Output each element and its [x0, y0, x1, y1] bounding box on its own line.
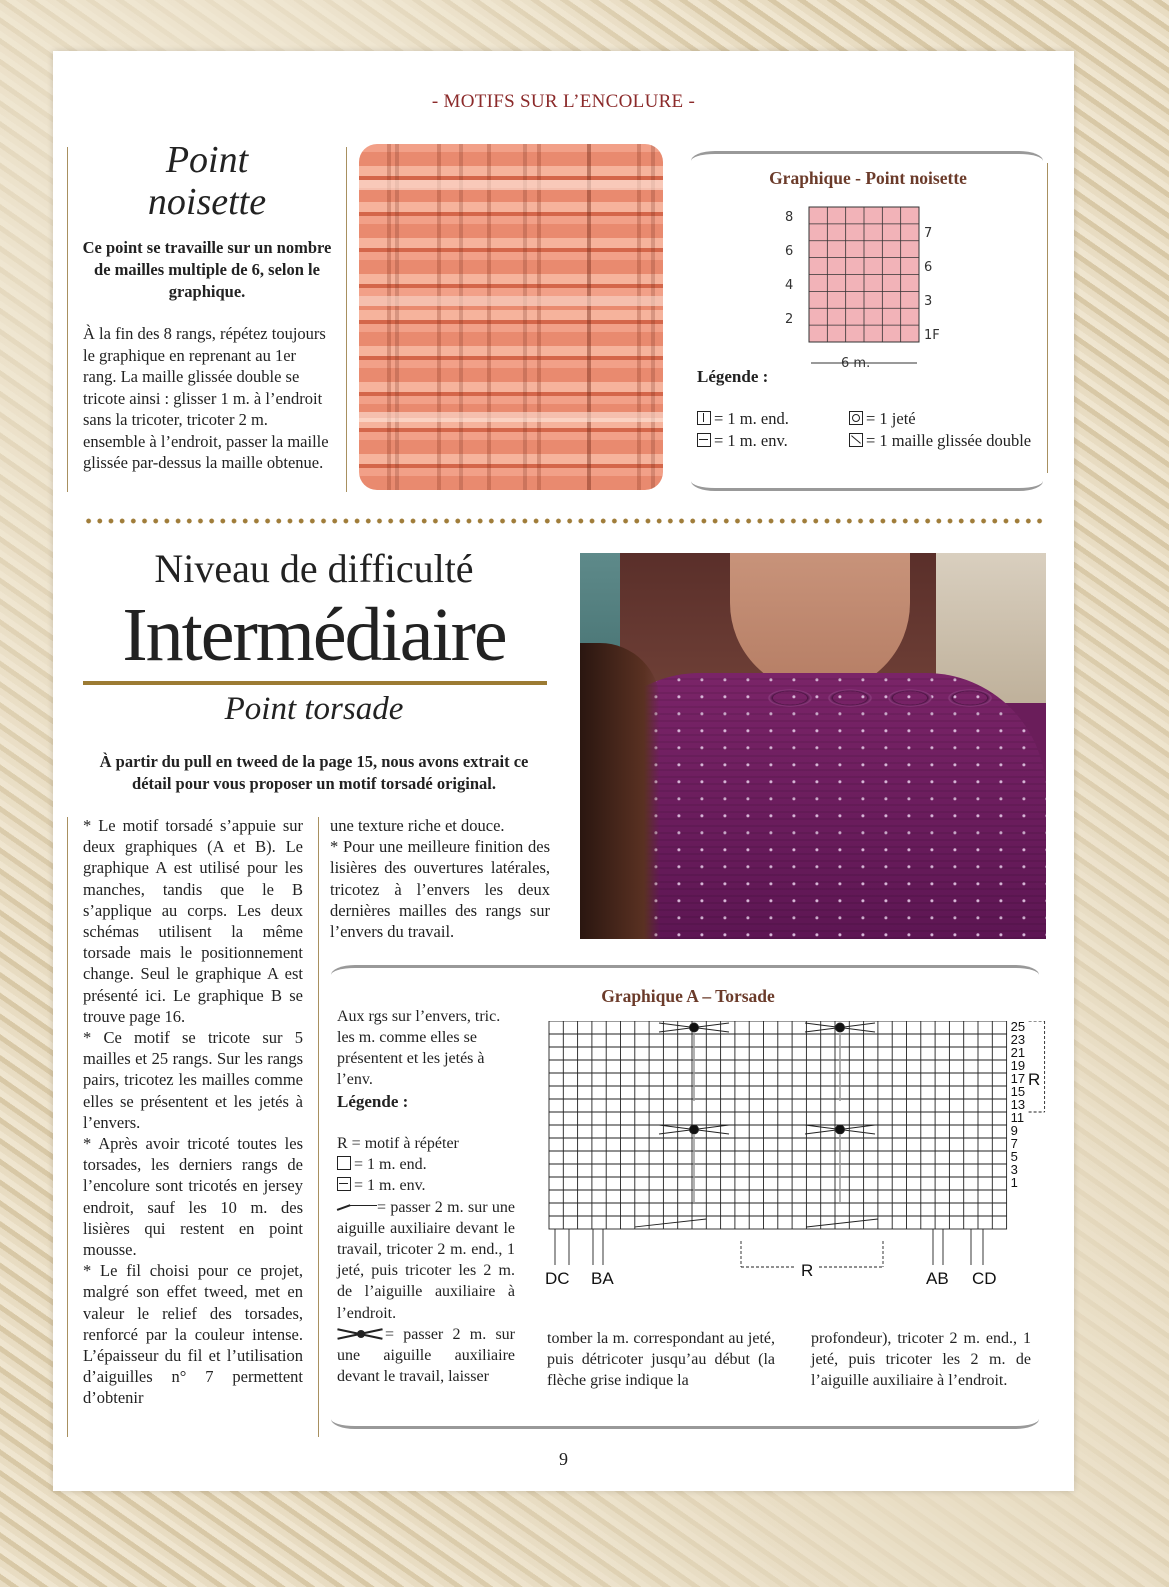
noisette-chart [779, 201, 949, 371]
label-cd: CD [972, 1269, 997, 1288]
noisette-legend-env: = 1 m. env. [697, 430, 788, 451]
legend-knit: = 1 m. end. [337, 1154, 515, 1175]
col1-p2: * Ce motif se tricote sur 5 mailles et 25 rangs. Sur les rangs pairs, tricotez les mailles comme elles se présentent et les jetés à l’envers. [83, 1028, 303, 1132]
row-number: 9 [1010, 1123, 1018, 1138]
nlabel-4: 4 [785, 278, 794, 293]
noisette-legend-end: = 1 m. end. [697, 408, 789, 429]
cable-line-icon [337, 1203, 377, 1213]
label-ba: BA [591, 1269, 614, 1288]
noisette-legend-double: = 1 maille glissée double [849, 430, 1031, 451]
noisette-graph-title: Graphique - Point noisette [769, 168, 967, 188]
col2-p1: une texture riche et douce. [330, 816, 505, 835]
double-slip-icon [849, 433, 863, 447]
legend-purl: = 1 m. env. [337, 1175, 515, 1196]
col-rule-mid [318, 817, 319, 1437]
rule-left [67, 147, 68, 492]
nlabel-2: 2 [785, 312, 794, 327]
rule-right [1047, 163, 1048, 473]
graphA-legend [337, 1133, 515, 1387]
page-number: 9 [559, 1449, 568, 1469]
label-ab: AB [926, 1269, 949, 1288]
col1-p4: * Le fil choisi pour ce projet, malgré son effet tweed, met en valeur le relief des torsades, renforcé par la couleur intense. L’épaisseur du fil et l’utilisation d’aiguilles n° 7 permettent d’obtenir [83, 1261, 303, 1408]
graphA-cont-2: profondeur), tricoter 2 m. end., 1 jeté, puis tricoter les 2 m. de l’aiguille auxiliaire à l’endroit. [811, 1330, 1031, 1390]
gold-rule [83, 681, 547, 685]
difficulty-label: Niveau de difficulté [154, 546, 474, 591]
column-1 [83, 815, 303, 1409]
nlabel-r3: 3 [924, 294, 933, 309]
knit-icon [697, 411, 711, 425]
cable-cross-icon [337, 1328, 385, 1340]
row-number: 25 [1010, 1021, 1026, 1034]
graphA-cont-1: tomber la m. correspondant au jeté, puis détricoter jusqu’au début (la flèche grise indique la [547, 1330, 775, 1390]
row-number: 23 [1010, 1032, 1026, 1047]
graphA-legend-title: Légende : [337, 1092, 409, 1111]
row-number: 11 [1010, 1110, 1025, 1125]
row-number: 21 [1010, 1045, 1026, 1060]
sweater-photo [580, 553, 1046, 939]
dotted-separator [83, 517, 1043, 525]
col1-p3: * Après avoir tricoté toutes les torsades, les derniers rangs de l’encolure sont tricotés en jersey endroit, sauf les 10 m. des lisières qui restent en point mousse. [83, 1134, 303, 1260]
col1-p1: * Le motif torsadé s’appuie sur deux graphiques (A et B). Le graphique A est utilisé pour les manches, tandis que le B s’applique au corps. Les deux schémas utilisent la même torsade mais le positionnement change. Seul le graphique A est présenté ici. Le graphique B se trouve page 16. [83, 816, 303, 1026]
graphA-note: Aux rgs sur l’envers, tric. les m. comme elles se présentent et les jetés à l’env. [337, 1008, 501, 1088]
nlabel-6: 6 [785, 244, 794, 259]
section-header: - MOTIFS SUR L’ENCOLURE - [431, 91, 696, 112]
col2-p2: * Pour une meilleure finition des lisières des ouvertures latérales, tricotez à l’envers les deux dernières mailles des rangs sur l’envers du travail. [330, 837, 550, 942]
rule-mid [346, 147, 347, 492]
page [53, 51, 1074, 1491]
label-r-side: R [1028, 1070, 1041, 1089]
nlabel-r1: 1F [924, 328, 940, 343]
row-number: 7 [1010, 1136, 1018, 1151]
nlabel-bottom: 6 m. [841, 356, 871, 371]
torsade-intro: À partir du pull en tweed de la page 15, nous avons extrait ce détail pour vous proposer un motif torsadé original. [99, 752, 529, 793]
noisette-legend-jete: = 1 jeté [849, 408, 916, 429]
row-number: 15 [1010, 1084, 1026, 1099]
legend-r: R = motif à répéter [337, 1135, 459, 1152]
label-r-bottom: R [801, 1261, 814, 1280]
noisette-title: Point noisette [147, 139, 267, 223]
column-2 [330, 815, 550, 942]
legend-cable2: = passer 2 m. sur une aiguille auxiliaire devant le travail, laisser [337, 1325, 515, 1386]
nlabel-r6: 6 [924, 260, 933, 275]
purl-box-icon [337, 1177, 351, 1191]
knit-box-icon [337, 1156, 351, 1170]
label-dc: DC [545, 1269, 570, 1288]
noisette-body: À la fin des 8 rangs, répétez toujours le graphique en reprenant au 1er rang. La maille glissée double se tricote ainsi : glisser 1 m. à l’endroit sans la tricoter, tricoter 2 m. ensemble à l’endroit, passer la maille glissée par-dessus la maille obtenue. [83, 324, 329, 472]
yarn-over-icon [849, 411, 863, 425]
row-number: 1 [1010, 1175, 1018, 1190]
noisette-swatch-photo [359, 144, 663, 490]
nlabel-r7: 7 [924, 226, 933, 241]
row-number: 3 [1010, 1162, 1018, 1177]
col-rule-left [67, 817, 68, 1437]
noisette-intro: Ce point se travaille sur un nombre de mailles multiple de 6, selon le graphique. [82, 238, 332, 301]
torsade-title: Point torsade [224, 691, 404, 727]
noisette-legend-title: Légende : [697, 367, 769, 386]
legend-cable1: = passer 2 m. sur une aiguille auxiliaire devant le travail, tricoter 2 m. end., 1 jeté, puis tricoter les 2 m. de l’aiguille auxiliaire à l’endroit. [337, 1198, 515, 1322]
purl-icon [697, 433, 711, 447]
graphA-chart [545, 1021, 1055, 1291]
graphA-title: Graphique A – Torsade [601, 986, 775, 1006]
row-number: 5 [1010, 1149, 1018, 1164]
row-number: 19 [1010, 1058, 1026, 1073]
row-number: 13 [1010, 1097, 1026, 1112]
row-number: 17 [1010, 1071, 1026, 1086]
difficulty-level: Intermédiaire [122, 593, 506, 677]
nlabel-8: 8 [785, 210, 794, 225]
